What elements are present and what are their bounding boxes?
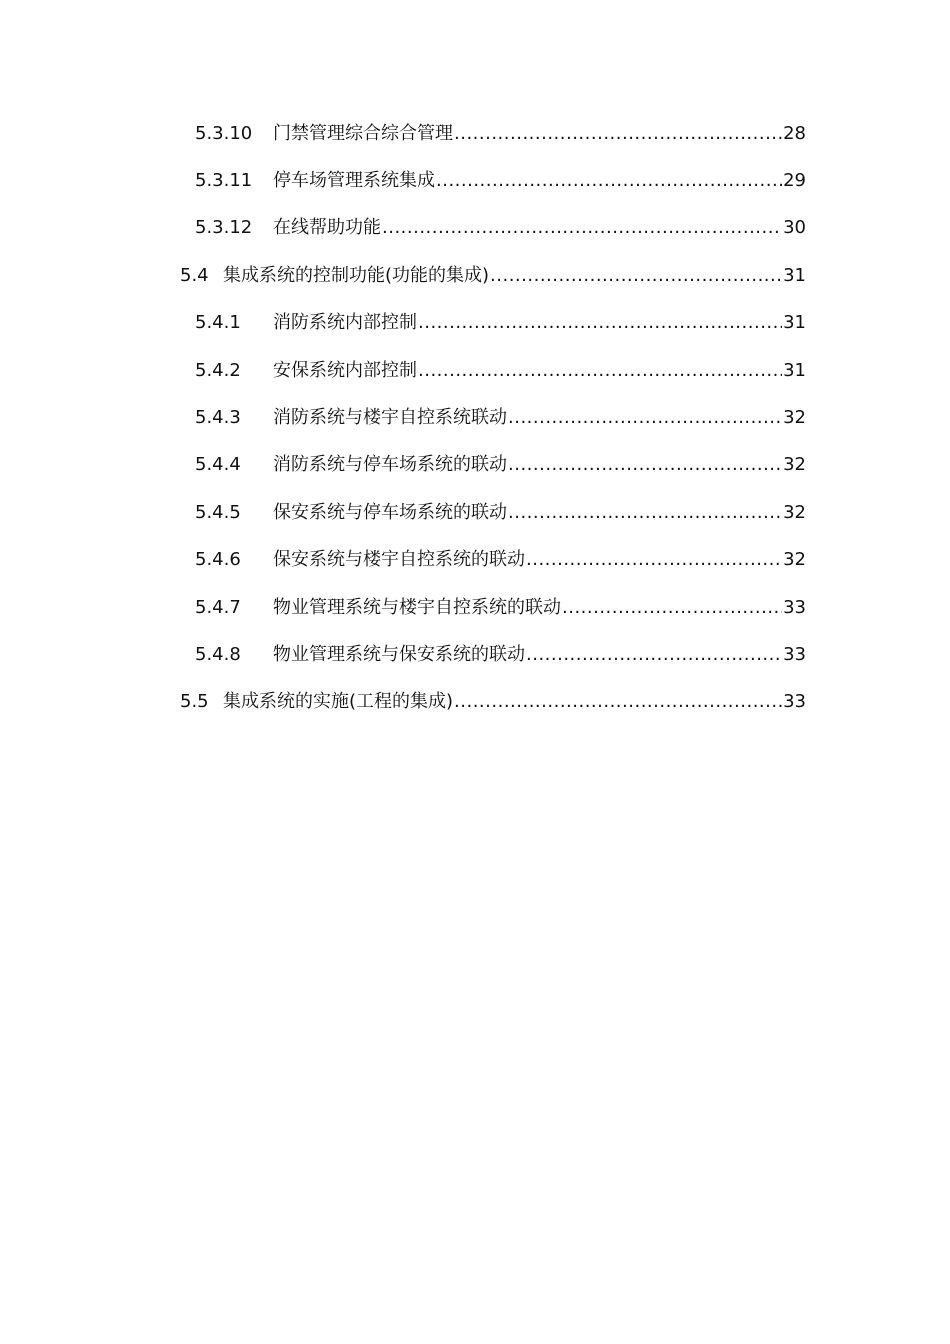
toc-entry-5-3-12[interactable]	[0, 205, 950, 252]
toc-entry-title: 集成系统的控制功能(功能的集成)	[223, 264, 490, 286]
toc-entry-title: 消防系统与停车场系统的联动	[273, 454, 507, 476]
dot-leader	[490, 266, 782, 286]
dot-leader	[382, 218, 782, 238]
dot-leader	[508, 408, 782, 428]
toc-entry-title: 门禁管理综合综合管理	[273, 122, 453, 144]
toc-entry-number: 5.4.7	[195, 596, 241, 618]
dot-leader	[508, 503, 782, 523]
toc-entry-page: 32	[783, 549, 806, 571]
toc-entry-number: 5.4	[180, 264, 209, 286]
toc-entry-number: 5.4.8	[195, 643, 241, 665]
toc-entry-5-4-4[interactable]	[0, 442, 950, 489]
toc-entry-5-4-2[interactable]	[0, 347, 950, 394]
toc-entry-page: 32	[783, 501, 806, 523]
toc-entry-title: 保安系统与停车场系统的联动	[273, 501, 507, 523]
toc-entry-title: 安保系统内部控制	[273, 359, 417, 381]
toc-entry-title: 保安系统与楼宇自控系统的联动	[273, 549, 525, 571]
dot-leader	[418, 361, 782, 381]
toc-entry-number: 5.4.4	[195, 454, 241, 476]
dot-leader	[454, 124, 782, 144]
toc-entry-page: 31	[783, 359, 806, 381]
toc-entry-page: 32	[783, 407, 806, 429]
toc-entry-number: 5.4.2	[195, 359, 241, 381]
toc-entry-5-3-10[interactable]	[0, 110, 950, 157]
toc-entry-number: 5.3.12	[195, 217, 253, 239]
dot-leader	[418, 313, 782, 333]
toc-entry-title: 集成系统的实施(工程的集成)	[223, 691, 454, 713]
toc-entry-page: 30	[783, 217, 806, 239]
toc-entry-5-4-7[interactable]	[0, 584, 950, 631]
toc-entry-title: 物业管理系统与楼宇自控系统的联动	[273, 596, 561, 618]
toc-entry-page: 33	[783, 691, 806, 713]
dot-leader	[526, 550, 782, 570]
toc-entry-page: 29	[783, 170, 806, 192]
toc-entry-5-4-3[interactable]	[0, 394, 950, 441]
toc-entry-title: 物业管理系统与保安系统的联动	[273, 643, 525, 665]
toc-entry-number: 5.4.3	[195, 407, 241, 429]
table-of-contents	[0, 110, 950, 726]
toc-entry-number: 5.3.10	[195, 122, 253, 144]
toc-entry-page: 33	[783, 643, 806, 665]
toc-entry-5-4[interactable]	[0, 252, 950, 299]
toc-entry-number: 5.5	[180, 691, 209, 713]
toc-entry-title: 消防系统内部控制	[273, 312, 417, 334]
toc-entry-page: 28	[783, 122, 806, 144]
toc-entry-title: 在线帮助功能	[273, 217, 381, 239]
dot-leader	[562, 598, 782, 618]
dot-leader	[454, 692, 782, 712]
toc-entry-page: 31	[783, 264, 806, 286]
toc-entry-5-3-11[interactable]	[0, 157, 950, 204]
toc-entry-number: 5.4.1	[195, 312, 241, 334]
dot-leader	[526, 645, 782, 665]
toc-entry-5-4-6[interactable]	[0, 537, 950, 584]
toc-entry-5-4-1[interactable]	[0, 300, 950, 347]
toc-entry-page: 31	[783, 312, 806, 334]
toc-entry-5-5[interactable]	[0, 679, 950, 726]
toc-entry-number: 5.4.6	[195, 549, 241, 571]
toc-entry-title: 停车场管理系统集成	[273, 170, 435, 192]
toc-entry-title: 消防系统与楼宇自控系统联动	[273, 407, 507, 429]
toc-entry-5-4-5[interactable]	[0, 489, 950, 536]
dot-leader	[436, 171, 782, 191]
toc-entry-number: 5.3.11	[195, 170, 253, 192]
toc-entry-5-4-8[interactable]	[0, 631, 950, 678]
dot-leader	[508, 455, 782, 475]
toc-entry-page: 33	[783, 596, 806, 618]
toc-entry-page: 32	[783, 454, 806, 476]
toc-entry-number: 5.4.5	[195, 501, 241, 523]
